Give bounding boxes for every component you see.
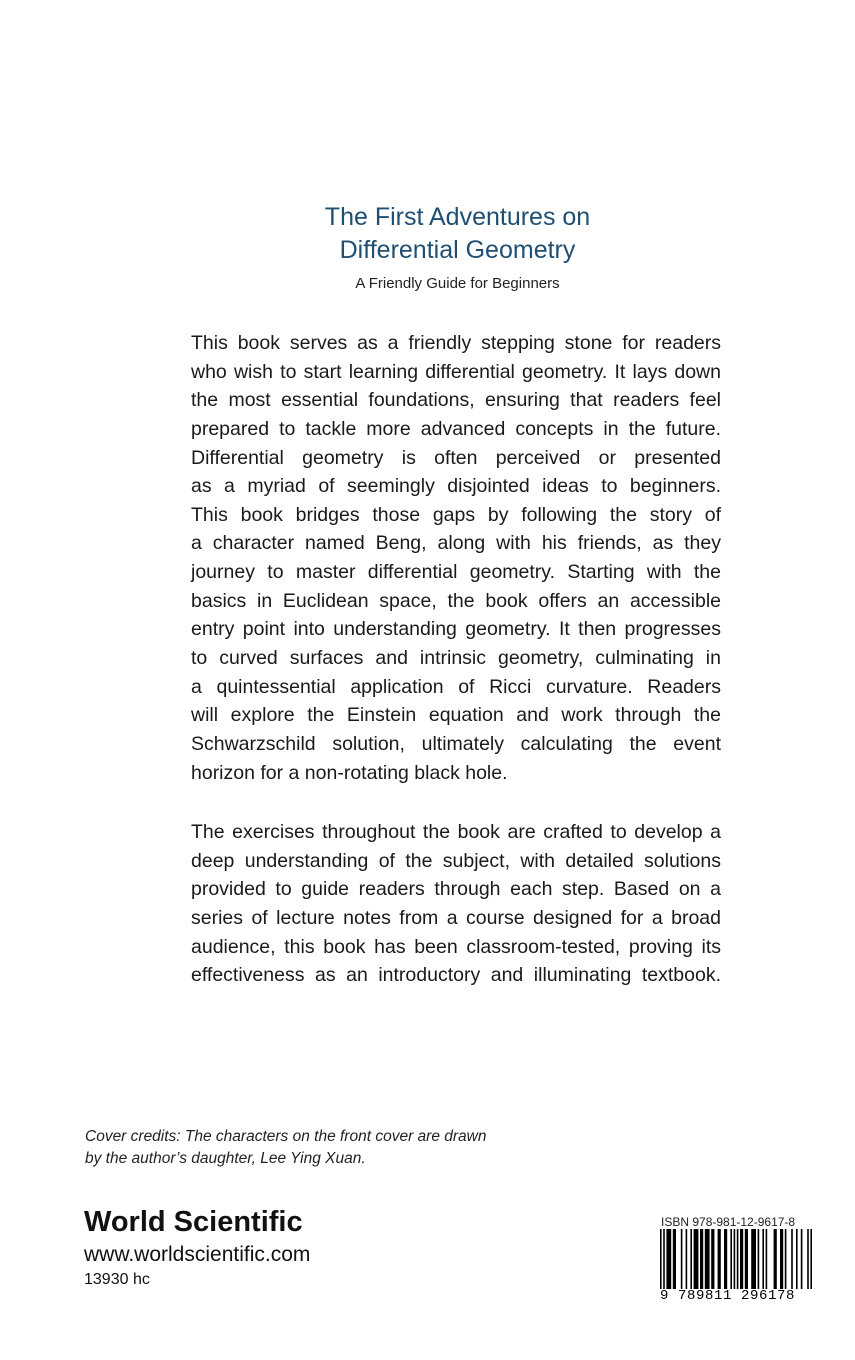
- barcode-bar: [686, 1229, 688, 1289]
- blurb-line: Differential geometry is often perceived or presented: [191, 446, 721, 469]
- product-code: 13930 hc: [84, 1271, 150, 1288]
- barcode-bar: [694, 1229, 699, 1289]
- isbn-barcode: [660, 1229, 812, 1297]
- blurb-line: deep understanding of the subject, with detailed solutions: [191, 849, 721, 872]
- barcode-bar: [705, 1229, 710, 1289]
- barcode-bar: [681, 1229, 683, 1289]
- barcode-bar: [737, 1229, 739, 1297]
- barcode-bar: [791, 1229, 793, 1289]
- barcode-bar: [740, 1229, 743, 1289]
- barcode-bar: [666, 1229, 671, 1289]
- blurb-line: will explore the Einstein equation and work through the: [191, 704, 721, 727]
- blurb-line: horizon for a non-rotating black hole.: [191, 761, 508, 784]
- blurb-paragraph-2: [191, 818, 721, 990]
- blurb-line: This book bridges those gaps by following the story of: [191, 503, 721, 526]
- blurb-line: prepared to tackle more advanced concepts in the future.: [191, 417, 721, 440]
- barcode-bar: [700, 1229, 703, 1289]
- blurb-line: basics in Euclidean space, the book offers an accessible: [191, 589, 721, 612]
- barcode-bar: [745, 1229, 748, 1289]
- barcode-bar: [801, 1229, 803, 1289]
- barcode-bar: [810, 1229, 812, 1297]
- blurb-line: to curved surfaces and intrinsic geometry, culminating in: [191, 647, 721, 670]
- barcode-bar: [673, 1229, 676, 1289]
- barcode-bar: [796, 1229, 798, 1289]
- blurb-line: a quintessential application of Ricci curvature. Readers: [191, 675, 721, 698]
- blurb-line: provided to guide readers through each step. Based on a: [191, 878, 721, 901]
- blurb-line: the most essential foundations, ensuring that readers feel: [191, 389, 721, 412]
- cover-credits: [85, 1126, 486, 1170]
- barcode-bar: [762, 1229, 764, 1289]
- publisher-name: World Scientific: [84, 1206, 303, 1238]
- barcode-bar: [751, 1229, 756, 1289]
- barcode-bar: [660, 1229, 662, 1297]
- blurb-line: a character named Beng, along with his friends, as they: [191, 532, 721, 555]
- blurb-line: audience, this book has been classroom-tested, proving its: [191, 935, 721, 958]
- blurb-line: This book serves as a friendly stepping stone for readers: [191, 332, 721, 354]
- blurb-paragraph-1: [191, 329, 721, 787]
- blurb-line: effectiveness as an introductory and illuminating textbook.: [191, 964, 721, 987]
- book-subtitle: A Friendly Guide for Beginners: [355, 275, 560, 292]
- book-title-line-1: The First Adventures on: [324, 203, 591, 231]
- barcode-digits: 9 789811 296178: [660, 1289, 812, 1303]
- barcode-bar: [724, 1229, 727, 1289]
- blurb-line: entry point into understanding geometry. It then progresses: [191, 618, 721, 641]
- barcode-bar: [663, 1229, 665, 1297]
- barcode-bar: [718, 1229, 721, 1289]
- isbn-label: ISBN 978-981-12-9617-8: [661, 1215, 796, 1229]
- cover-credits-line: Cover credits: The characters on the front cover are drawn: [85, 1128, 487, 1145]
- barcode-bar: [690, 1229, 692, 1289]
- barcode-bar: [807, 1229, 809, 1297]
- barcode-bar: [774, 1229, 777, 1289]
- blurb-line: The exercises throughout the book are crafted to develop a: [191, 821, 721, 843]
- barcode-bar: [711, 1229, 714, 1289]
- blurb-line: who wish to start learning differential geometry. It lays down: [191, 360, 721, 383]
- barcode-bar: [758, 1229, 760, 1289]
- barcode-bar: [730, 1229, 732, 1289]
- barcode-bar: [780, 1229, 783, 1289]
- blurb-line: journey to master differential geometry. Starting with the: [191, 561, 721, 584]
- barcode-bar: [734, 1229, 736, 1297]
- book-title-line-2: Differential Geometry: [339, 236, 576, 264]
- publisher-website: www.worldscientific.com: [84, 1243, 311, 1266]
- barcode-bar: [766, 1229, 768, 1289]
- blurb-line: series of lecture notes from a course designed for a broad: [191, 906, 721, 929]
- barcode-bar: [785, 1229, 787, 1289]
- blurb-line: Schwarzschild solution, ultimately calculating the event: [191, 732, 721, 755]
- cover-credits-line: by the author’s daughter, Lee Ying Xuan.: [85, 1150, 366, 1167]
- blurb-line: as a myriad of seemingly disjointed ideas to beginners.: [191, 475, 721, 498]
